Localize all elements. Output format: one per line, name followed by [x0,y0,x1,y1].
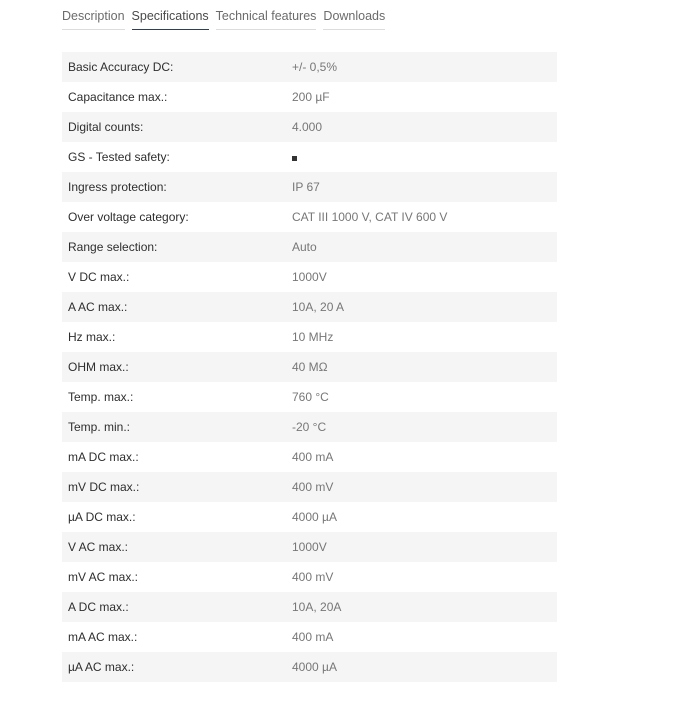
tab-downloads[interactable]: Downloads [323,6,385,30]
table-row [62,412,557,442]
spec-value: 4000 µA [292,510,337,524]
spec-value: 10A, 20A [292,600,342,614]
spec-value: -20 °C [292,420,327,434]
spec-label: GS - Tested safety: [68,150,170,164]
table-row [62,202,557,232]
table-row [62,232,557,262]
table-row [62,472,557,502]
spec-label: mA DC max.: [68,450,139,464]
spec-value: 400 mV [292,480,334,494]
table-row [62,172,557,202]
spec-value: 200 µF [292,90,330,104]
table-row [62,532,557,562]
table-row [62,82,557,112]
spec-value: CAT III 1000 V, CAT IV 600 V [292,210,448,224]
spec-value: +/- 0,5% [292,60,338,74]
table-row [62,502,557,532]
spec-label: Capacitance max.: [68,90,168,104]
spec-value: 4.000 [292,120,323,134]
spec-label: mV DC max.: [68,480,140,494]
spec-label: A AC max.: [68,300,128,314]
table-row [62,652,557,682]
table-row [62,262,557,292]
spec-value [292,150,297,164]
table-row [62,352,557,382]
bullet-icon [292,156,297,161]
table-row [62,442,557,472]
spec-label: µA DC max.: [68,510,136,524]
spec-value: 1000V [292,270,327,284]
spec-value: 400 mV [292,570,334,584]
spec-label: Basic Accuracy DC: [68,60,174,74]
spec-value: 10A, 20 A [292,300,345,314]
spec-value: 10 MHz [292,330,334,344]
table-row [62,592,557,622]
table-row [62,322,557,352]
spec-label: A DC max.: [68,600,129,614]
spec-label: V AC max.: [68,540,129,554]
spec-value: 400 mA [292,630,334,644]
spec-value: 4000 µA [292,660,337,674]
table-row [62,292,557,322]
table-row [62,622,557,652]
spec-value: 40 MΩ [292,360,328,374]
spec-label: Temp. min.: [68,420,131,434]
specifications-table [62,52,557,682]
tab-technical-features[interactable]: Technical features [216,6,317,30]
tab-description[interactable]: Description [62,6,125,30]
spec-label: Digital counts: [68,120,144,134]
table-row [62,562,557,592]
spec-label: Over voltage category: [68,210,189,224]
spec-value: 760 °C [292,390,329,404]
tab-bar [62,6,392,30]
spec-value: 1000V [292,540,327,554]
spec-label: mV AC max.: [68,570,139,584]
spec-label: V DC max.: [68,270,130,284]
spec-label: Temp. max.: [68,390,134,404]
spec-label: mA AC max.: [68,630,138,644]
tab-specifications[interactable]: Specifications [132,6,209,30]
spec-value: IP 67 [292,180,320,194]
table-row [62,52,557,82]
table-row [62,382,557,412]
spec-label: µA AC max.: [68,660,135,674]
spec-label: OHM max.: [68,360,129,374]
spec-value: Auto [292,240,317,254]
spec-value: 400 mA [292,450,334,464]
table-row [62,142,557,172]
spec-label: Range selection: [68,240,158,254]
spec-label: Ingress protection: [68,180,167,194]
spec-label: Hz max.: [68,330,116,344]
table-row [62,112,557,142]
